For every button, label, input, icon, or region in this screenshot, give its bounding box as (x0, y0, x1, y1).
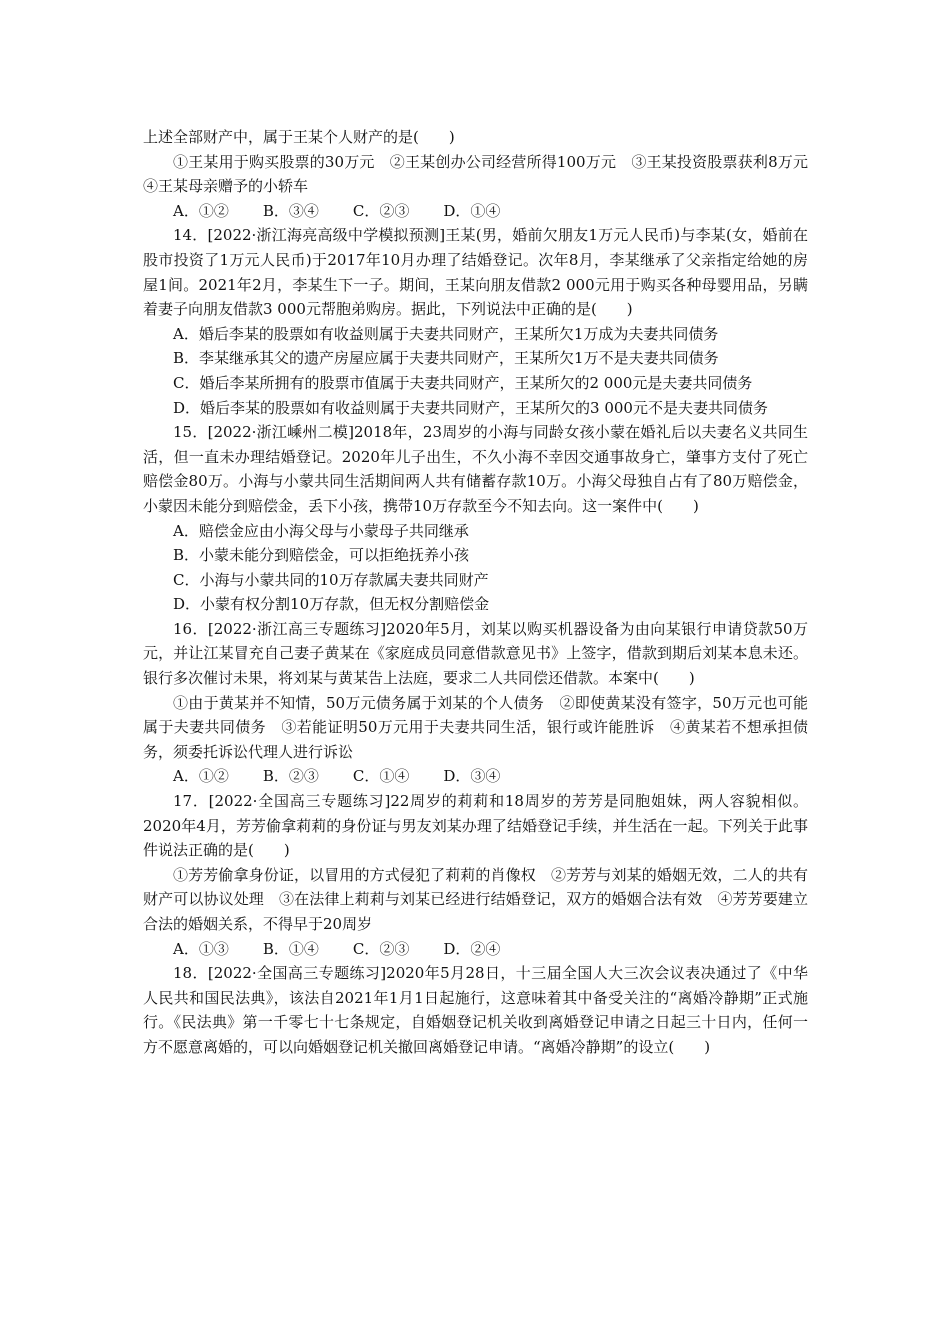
q15-option-c: C．小海与小蒙共同的10万存款属夫妻共同财产 (173, 570, 489, 589)
q16-stem: 16．[2022·浙江高三专题练习]2020年5月，刘某以购买机器设备为由向某银行申请贷款50万元，并让江某冒充自己妻子黄某在《家庭成员同意借款意见书》上签字，借款到期后刘某本息未还。银行多次催讨未果，将刘某与黄某告上法庭，要求二人共同偿还借款。本案中( ) (143, 619, 808, 688)
q16-choices (143, 764, 808, 789)
q14-option-b: B．李某继承其父的遗产房屋应属于夫妻共同财产，王某所欠1万不是夫妻共同债务 (173, 349, 719, 368)
q14-option-a: A．婚后李某的股票如有收益则属于夫妻共同财产，王某所欠1万成为夫妻共同债务 (173, 324, 719, 343)
choice-c: C．②③ (352, 201, 410, 220)
q15-option-d: D．小蒙有权分割10万存款，但无权分割赔偿金 (173, 595, 490, 614)
choice-d: D．③④ (443, 767, 501, 786)
choice-d: D．①④ (443, 201, 501, 220)
q15-stem: 15．[2022·浙江嵊州二模]2018年，23周岁的小海与同龄女孩小蒙在婚礼后以夫妻名义共同生活，但一直未办理结婚登记。2020年儿子出生，不久小海不幸因交通事故身亡，肇事方支付了死亡赔偿金80万。小海与小蒙共同生活期间两人共有储蓄存款10万。小海父母独自占有了80万赔偿金，小蒙因未能分到赔偿金，丢下小孩，携带10万存款至今不知去向。这一案件中( ) (143, 423, 808, 515)
q17-choices (143, 937, 808, 962)
choice-c: C．②③ (352, 939, 410, 958)
q17-stem: 17．[2022·全国高三专题练习]22周岁的莉莉和18周岁的芳芳是同胞姐妹，两人容貌相似。2020年4月，芳芳偷拿莉莉的身份证与男友刘某办理了结婚登记手续，并生活在一起。下列关于此事件说法正确的是( ) (143, 792, 808, 860)
q13-tail: 上述全部财产中，属于王某个人财产的是( ) (143, 128, 455, 146)
choice-a: A．①② (173, 201, 229, 220)
q18-stem: 18．[2022·全国高三专题练习]2020年5月28日，十三届全国人大三次会议表决通过了《中华人民共和国民法典》，该法自2021年1月1日起施行，这意味着其中备受关注的“离婚冷静期”正式施行。《民法典》第一千零七十七条规定，自婚姻登记机关收到离婚登记申请之日起三十日内，任何一方不愿意离婚的，可以向婚姻登记机关撤回离婚登记申请。“离婚冷静期”的设立( ) (143, 964, 808, 1056)
choice-b: B．②③ (262, 767, 319, 786)
q14-option-c: C．婚后李某所拥有的股票市值属于夫妻共同财产，王某所欠的2 000元是夫妻共同债务 (173, 373, 753, 392)
q14-stem: 14．[2022·浙江海亮高级中学模拟预测]王某(男，婚前欠朋友1万元人民币)与李某(女，婚前在股市投资了1万元人民币)于2017年10月办理了结婚登记。次年8月，李某继承了父亲指定给她的房屋1间。2021年2月，李某生下一子。期间，王某向朋友借款2 000元用于购买各种母婴用品，另瞒着妻子向朋友借款3 000元帮胞弟购房。据此，下列说法中正确的是( ) (143, 226, 808, 319)
q14-option-d: D．婚后李某的股票如有收益则属于夫妻共同财产，王某所欠的3 000元不是夫妻共同债务 (173, 398, 768, 417)
q17-items: ①芳芳偷拿身份证，以冒用的方式侵犯了莉莉的肖像权 ②芳芳与刘某的婚姻无效，二人的共有财产可以协议处理 ③在法律上莉莉与刘某已经进行结婚登记，双方的婚姻合法有效 ④芳芳要建立合法的婚姻关系，不得早于20周岁 (143, 865, 808, 933)
q15-option-b: B．小蒙未能分到赔偿金，可以拒绝抚养小孩 (173, 546, 470, 565)
choice-b: B．③④ (262, 201, 319, 220)
choice-d: D．②④ (443, 939, 501, 958)
choice-a: A．①③ (173, 939, 229, 958)
q13-items: ①王某用于购买股票的30万元 ②王某创办公司经营所得100万元 ③王某投资股票获利8万元 ④王某母亲赠予的小轿车 (143, 152, 824, 196)
q16-items: ①由于黄某并不知情，50万元债务属于刘某的个人债务 ②即使黄某没有签字，50万元也可能属于夫妻共同债务 ③若能证明50万元用于夫妻共同生活，银行或许能胜诉 ④黄某若不想承担债务，须委托诉讼代理人进行诉讼 (143, 693, 808, 761)
q15-option-a: A．赔偿金应由小海父母与小蒙母子共同继承 (173, 521, 469, 540)
choice-c: C．①④ (352, 767, 410, 786)
choice-a: A．①② (173, 767, 229, 786)
q13-choices (143, 199, 808, 224)
choice-b: B．①④ (262, 939, 319, 958)
document-page (143, 125, 824, 1060)
